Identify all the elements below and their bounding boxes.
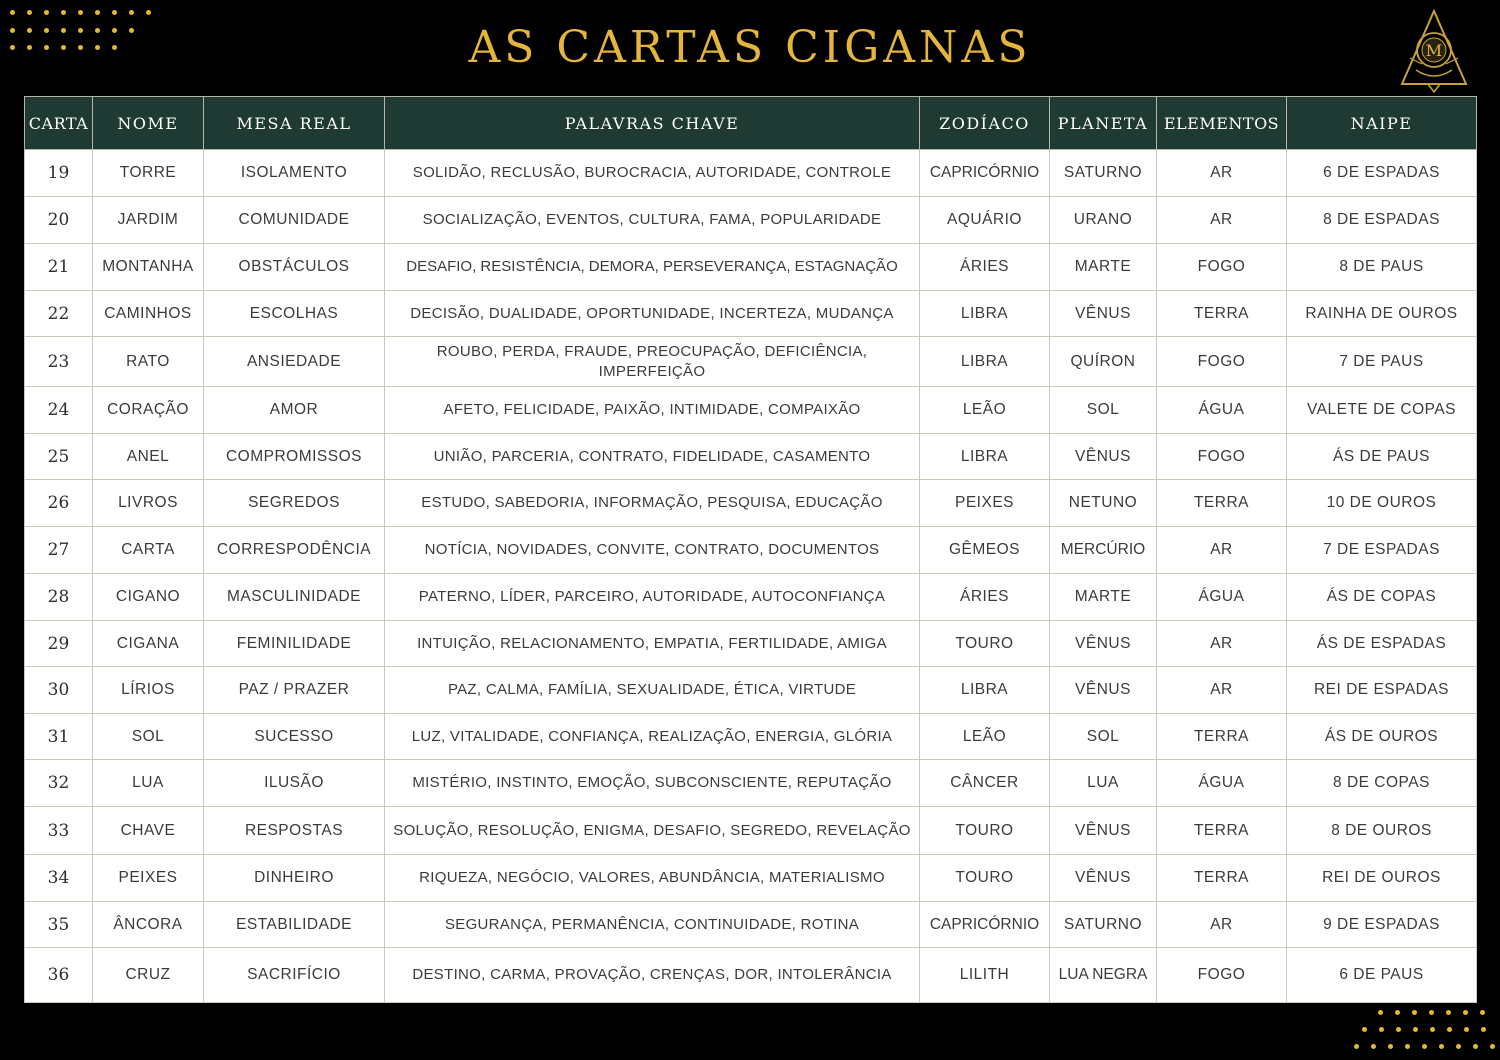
cell-elementos: TERRA <box>1157 807 1287 855</box>
cell-naipe: REI DE OUROS <box>1287 855 1477 902</box>
table-row <box>25 760 1477 807</box>
cell-carta: 23 <box>25 337 93 387</box>
cell-naipe: 7 DE PAUS <box>1287 337 1477 387</box>
cell-nome: TORRE <box>93 150 204 197</box>
cell-nome: PEIXES <box>93 855 204 902</box>
cell-zodiaco: ÁRIES <box>920 244 1050 291</box>
table-row <box>25 948 1477 1003</box>
cell-carta: 34 <box>25 855 93 902</box>
cell-palavras-chave: INTUIÇÃO, RELACIONAMENTO, EMPATIA, FERTILIDADE, AMIGA <box>385 621 920 667</box>
cell-mesa-real: COMPROMISSOS <box>204 434 385 480</box>
decorative-dot <box>1395 1010 1400 1015</box>
cell-palavras-chave: SEGURANÇA, PERMANÊNCIA, CONTINUIDADE, ROTINA <box>385 902 920 948</box>
cell-palavras-chave: PAZ, CALMA, FAMÍLIA, SEXUALIDADE, ÉTICA, VIRTUDE <box>385 667 920 714</box>
decorative-dot <box>1490 1044 1495 1049</box>
cell-naipe: 9 DE ESPADAS <box>1287 902 1477 948</box>
decorative-dot <box>1396 1027 1401 1032</box>
cell-planeta: MARTE <box>1050 244 1157 291</box>
table-row <box>25 244 1477 291</box>
cell-planeta: LUA NEGRA <box>1050 948 1157 1003</box>
cell-planeta: VÊNUS <box>1050 855 1157 902</box>
decorative-dot <box>1388 1044 1393 1049</box>
cell-naipe: 6 DE PAUS <box>1287 948 1477 1003</box>
cell-nome: LÍRIOS <box>93 667 204 714</box>
cell-zodiaco: LEÃO <box>920 714 1050 760</box>
table-row <box>25 527 1477 574</box>
cell-nome: ÂNCORA <box>93 902 204 948</box>
cell-nome: CAMINHOS <box>93 291 204 337</box>
cell-palavras-chave: RIQUEZA, NEGÓCIO, VALORES, ABUNDÂNCIA, MATERIALISMO <box>385 855 920 902</box>
decorative-dot <box>1439 1044 1444 1049</box>
table-row <box>25 197 1477 244</box>
decorative-dot <box>1447 1027 1452 1032</box>
cell-zodiaco: CÂNCER <box>920 760 1050 807</box>
cell-zodiaco: ÁRIES <box>920 574 1050 621</box>
cell-naipe: ÁS DE ESPADAS <box>1287 621 1477 667</box>
table-row <box>25 291 1477 337</box>
cell-palavras-chave: UNIÃO, PARCERIA, CONTRATO, FIDELIDADE, CASAMENTO <box>385 434 920 480</box>
cell-nome: CHAVE <box>93 807 204 855</box>
cell-naipe: 6 DE ESPADAS <box>1287 150 1477 197</box>
decorative-dot <box>27 10 32 15</box>
cell-nome: CORAÇÃO <box>93 387 204 434</box>
table-row <box>25 667 1477 714</box>
cell-planeta: VÊNUS <box>1050 291 1157 337</box>
decorative-dot <box>1464 1027 1469 1032</box>
logo-monogram: M <box>1425 41 1443 60</box>
table-header <box>25 97 1477 150</box>
decorative-dot <box>1446 1010 1451 1015</box>
cell-carta: 26 <box>25 480 93 527</box>
cell-carta: 30 <box>25 667 93 714</box>
cell-carta: 20 <box>25 197 93 244</box>
cell-mesa-real: ISOLAMENTO <box>204 150 385 197</box>
cell-zodiaco: LIBRA <box>920 337 1050 387</box>
decorative-dot <box>1371 1044 1376 1049</box>
table-body <box>25 150 1477 1003</box>
cell-elementos: AR <box>1157 197 1287 244</box>
table-row <box>25 902 1477 948</box>
cell-elementos: AR <box>1157 527 1287 574</box>
decorative-dot <box>1413 1027 1418 1032</box>
cell-elementos: FOGO <box>1157 244 1287 291</box>
cell-mesa-real: ESTABILIDADE <box>204 902 385 948</box>
cell-palavras-chave: DESAFIO, RESISTÊNCIA, DEMORA, PERSEVERANÇA, ESTAGNAÇÃO <box>385 244 920 291</box>
decorative-dot <box>1481 1027 1486 1032</box>
cell-mesa-real: ILUSÃO <box>204 760 385 807</box>
table-row <box>25 434 1477 480</box>
cell-elementos: TERRA <box>1157 480 1287 527</box>
decorative-dot <box>129 10 134 15</box>
cell-naipe: REI DE ESPADAS <box>1287 667 1477 714</box>
cell-naipe: ÁS DE OUROS <box>1287 714 1477 760</box>
cell-zodiaco: TOURO <box>920 621 1050 667</box>
cell-mesa-real: OBSTÁCULOS <box>204 244 385 291</box>
cell-planeta: MARTE <box>1050 574 1157 621</box>
cell-naipe: 8 DE ESPADAS <box>1287 197 1477 244</box>
cell-planeta: NETUNO <box>1050 480 1157 527</box>
cell-planeta: SOL <box>1050 714 1157 760</box>
cell-palavras-chave: DECISÃO, DUALIDADE, OPORTUNIDADE, INCERTEZA, MUDANÇA <box>385 291 920 337</box>
cell-nome: CIGANO <box>93 574 204 621</box>
cell-palavras-chave: NOTÍCIA, NOVIDADES, CONVITE, CONTRATO, DOCUMENTOS <box>385 527 920 574</box>
cell-zodiaco: AQUÁRIO <box>920 197 1050 244</box>
cell-planeta: SOL <box>1050 387 1157 434</box>
cell-planeta: QUÍRON <box>1050 337 1157 387</box>
cell-elementos: ÁGUA <box>1157 574 1287 621</box>
cell-naipe: RAINHA DE OUROS <box>1287 291 1477 337</box>
column-header-zodiaco: ZODÍACO <box>920 97 1050 150</box>
cell-planeta: VÊNUS <box>1050 667 1157 714</box>
cell-planeta: LUA <box>1050 760 1157 807</box>
decorative-dot <box>1412 1010 1417 1015</box>
decorative-dot <box>1405 1044 1410 1049</box>
decorative-dot <box>1379 1027 1384 1032</box>
cell-elementos: ÁGUA <box>1157 760 1287 807</box>
cell-elementos: TERRA <box>1157 291 1287 337</box>
table-row <box>25 337 1477 387</box>
decorative-dot <box>1429 1010 1434 1015</box>
cell-mesa-real: AMOR <box>204 387 385 434</box>
cell-naipe: 8 DE COPAS <box>1287 760 1477 807</box>
cell-nome: CRUZ <box>93 948 204 1003</box>
decorative-dot <box>146 10 151 15</box>
decorative-dot <box>1456 1044 1461 1049</box>
cell-naipe: 10 DE OUROS <box>1287 480 1477 527</box>
cell-carta: 22 <box>25 291 93 337</box>
header-row <box>25 97 1477 150</box>
cell-naipe: VALETE DE COPAS <box>1287 387 1477 434</box>
cell-carta: 29 <box>25 621 93 667</box>
decorative-dot <box>1354 1044 1359 1049</box>
cell-carta: 27 <box>25 527 93 574</box>
cell-zodiaco: GÊMEOS <box>920 527 1050 574</box>
decorative-dot <box>1430 1027 1435 1032</box>
cell-zodiaco: LIBRA <box>920 434 1050 480</box>
cell-nome: RATO <box>93 337 204 387</box>
cell-naipe: ÁS DE PAUS <box>1287 434 1477 480</box>
decorative-dot <box>78 10 83 15</box>
column-header-palavras-chave: PALAVRAS CHAVE <box>385 97 920 150</box>
cell-elementos: AR <box>1157 621 1287 667</box>
decorative-dots-bottom-right <box>1350 1000 1500 1060</box>
cell-elementos: TERRA <box>1157 855 1287 902</box>
cell-nome: MONTANHA <box>93 244 204 291</box>
cell-nome: CARTA <box>93 527 204 574</box>
cell-nome: LUA <box>93 760 204 807</box>
table-row <box>25 480 1477 527</box>
cell-mesa-real: COMUNIDADE <box>204 197 385 244</box>
cell-zodiaco: CAPRICÓRNIO <box>920 150 1050 197</box>
cell-carta: 33 <box>25 807 93 855</box>
cell-elementos: FOGO <box>1157 337 1287 387</box>
cell-mesa-real: FEMINILIDADE <box>204 621 385 667</box>
column-header-naipe: NAIPE <box>1287 97 1477 150</box>
cell-planeta: VÊNUS <box>1050 807 1157 855</box>
table-row <box>25 574 1477 621</box>
cell-planeta: SATURNO <box>1050 902 1157 948</box>
decorative-dot <box>1473 1044 1478 1049</box>
cell-zodiaco: CAPRICÓRNIO <box>920 902 1050 948</box>
cell-palavras-chave: MISTÉRIO, INSTINTO, EMOÇÃO, SUBCONSCIENTE, REPUTAÇÃO <box>385 760 920 807</box>
cell-palavras-chave: ESTUDO, SABEDORIA, INFORMAÇÃO, PESQUISA, EDUCAÇÃO <box>385 480 920 527</box>
cell-palavras-chave: LUZ, VITALIDADE, CONFIANÇA, REALIZAÇÃO, ENERGIA, GLÓRIA <box>385 714 920 760</box>
cell-elementos: FOGO <box>1157 948 1287 1003</box>
cell-carta: 25 <box>25 434 93 480</box>
table-row <box>25 621 1477 667</box>
cell-elementos: AR <box>1157 902 1287 948</box>
cell-zodiaco: TOURO <box>920 855 1050 902</box>
cell-mesa-real: CORRESPODÊNCIA <box>204 527 385 574</box>
cell-carta: 21 <box>25 244 93 291</box>
cell-zodiaco: TOURO <box>920 807 1050 855</box>
decorative-dot <box>1422 1044 1427 1049</box>
decorative-dot <box>95 10 100 15</box>
cell-nome: LIVROS <box>93 480 204 527</box>
cell-palavras-chave: PATERNO, LÍDER, PARCEIRO, AUTORIDADE, AUTOCONFIANÇA <box>385 574 920 621</box>
cell-elementos: AR <box>1157 667 1287 714</box>
cell-planeta: SATURNO <box>1050 150 1157 197</box>
table-row <box>25 150 1477 197</box>
column-header-nome: NOME <box>93 97 204 150</box>
cell-nome: SOL <box>93 714 204 760</box>
column-header-mesa-real: MESA REAL <box>204 97 385 150</box>
cell-naipe: 8 DE OUROS <box>1287 807 1477 855</box>
cell-palavras-chave: SOLUÇÃO, RESOLUÇÃO, ENIGMA, DESAFIO, SEGREDO, REVELAÇÃO <box>385 807 920 855</box>
cell-mesa-real: MASCULINIDADE <box>204 574 385 621</box>
table-row <box>25 807 1477 855</box>
page-title: AS CARTAS CIGANAS <box>468 22 1032 73</box>
decorative-dot <box>10 10 15 15</box>
cards-table <box>24 96 1477 1003</box>
table-row <box>25 855 1477 902</box>
cell-carta: 24 <box>25 387 93 434</box>
cell-palavras-chave: AFETO, FELICIDADE, PAIXÃO, INTIMIDADE, COMPAIXÃO <box>385 387 920 434</box>
cell-mesa-real: SEGREDOS <box>204 480 385 527</box>
cell-planeta: VÊNUS <box>1050 434 1157 480</box>
cell-planeta: MERCÚRIO <box>1050 527 1157 574</box>
cell-mesa-real: RESPOSTAS <box>204 807 385 855</box>
cell-palavras-chave: SOCIALIZAÇÃO, EVENTOS, CULTURA, FAMA, POPULARIDADE <box>385 197 920 244</box>
cell-naipe: 7 DE ESPADAS <box>1287 527 1477 574</box>
cell-elementos: AR <box>1157 150 1287 197</box>
cell-palavras-chave: ROUBO, PERDA, FRAUDE, PREOCUPAÇÃO, DEFICIÊNCIA, IMPERFEIÇÃO <box>385 337 920 387</box>
cell-zodiaco: LIBRA <box>920 667 1050 714</box>
cell-carta: 28 <box>25 574 93 621</box>
cell-carta: 35 <box>25 902 93 948</box>
decorative-dot <box>1480 1010 1485 1015</box>
cell-elementos: TERRA <box>1157 714 1287 760</box>
decorative-dot <box>44 10 49 15</box>
cell-carta: 32 <box>25 760 93 807</box>
cell-elementos: FOGO <box>1157 434 1287 480</box>
cell-nome: JARDIM <box>93 197 204 244</box>
cell-zodiaco: LEÃO <box>920 387 1050 434</box>
table-row <box>25 387 1477 434</box>
cell-nome: CIGANA <box>93 621 204 667</box>
cell-naipe: 8 DE PAUS <box>1287 244 1477 291</box>
decorative-dot <box>1463 1010 1468 1015</box>
decorative-dot <box>1362 1027 1367 1032</box>
decorative-dot <box>1378 1010 1383 1015</box>
triangle-emblem-icon <box>1398 8 1470 94</box>
cell-zodiaco: LIBRA <box>920 291 1050 337</box>
cell-zodiaco: LILITH <box>920 948 1050 1003</box>
cell-palavras-chave: SOLIDÃO, RECLUSÃO, BUROCRACIA, AUTORIDADE, CONTROLE <box>385 150 920 197</box>
cell-mesa-real: SUCESSO <box>204 714 385 760</box>
cell-nome: ANEL <box>93 434 204 480</box>
cell-mesa-real: DINHEIRO <box>204 855 385 902</box>
cell-mesa-real: PAZ / PRAZER <box>204 667 385 714</box>
decorative-dot <box>61 10 66 15</box>
cell-palavras-chave: DESTINO, CARMA, PROVAÇÃO, CRENÇAS, DOR, INTOLERÂNCIA <box>385 948 920 1003</box>
decorative-dot <box>112 10 117 15</box>
cell-naipe: ÁS DE COPAS <box>1287 574 1477 621</box>
column-header-planeta: PLANETA <box>1050 97 1157 150</box>
cell-zodiaco: PEIXES <box>920 480 1050 527</box>
cell-carta: 31 <box>25 714 93 760</box>
cell-mesa-real: ANSIEDADE <box>204 337 385 387</box>
cell-carta: 19 <box>25 150 93 197</box>
cell-elementos: ÁGUA <box>1157 387 1287 434</box>
cell-planeta: VÊNUS <box>1050 621 1157 667</box>
column-header-elementos: ELEMENTOS <box>1157 97 1287 150</box>
cell-carta: 36 <box>25 948 93 1003</box>
cell-mesa-real: SACRIFÍCIO <box>204 948 385 1003</box>
cell-mesa-real: ESCOLHAS <box>204 291 385 337</box>
column-header-carta: CARTA <box>25 97 93 150</box>
table-row <box>25 714 1477 760</box>
cell-planeta: URANO <box>1050 197 1157 244</box>
